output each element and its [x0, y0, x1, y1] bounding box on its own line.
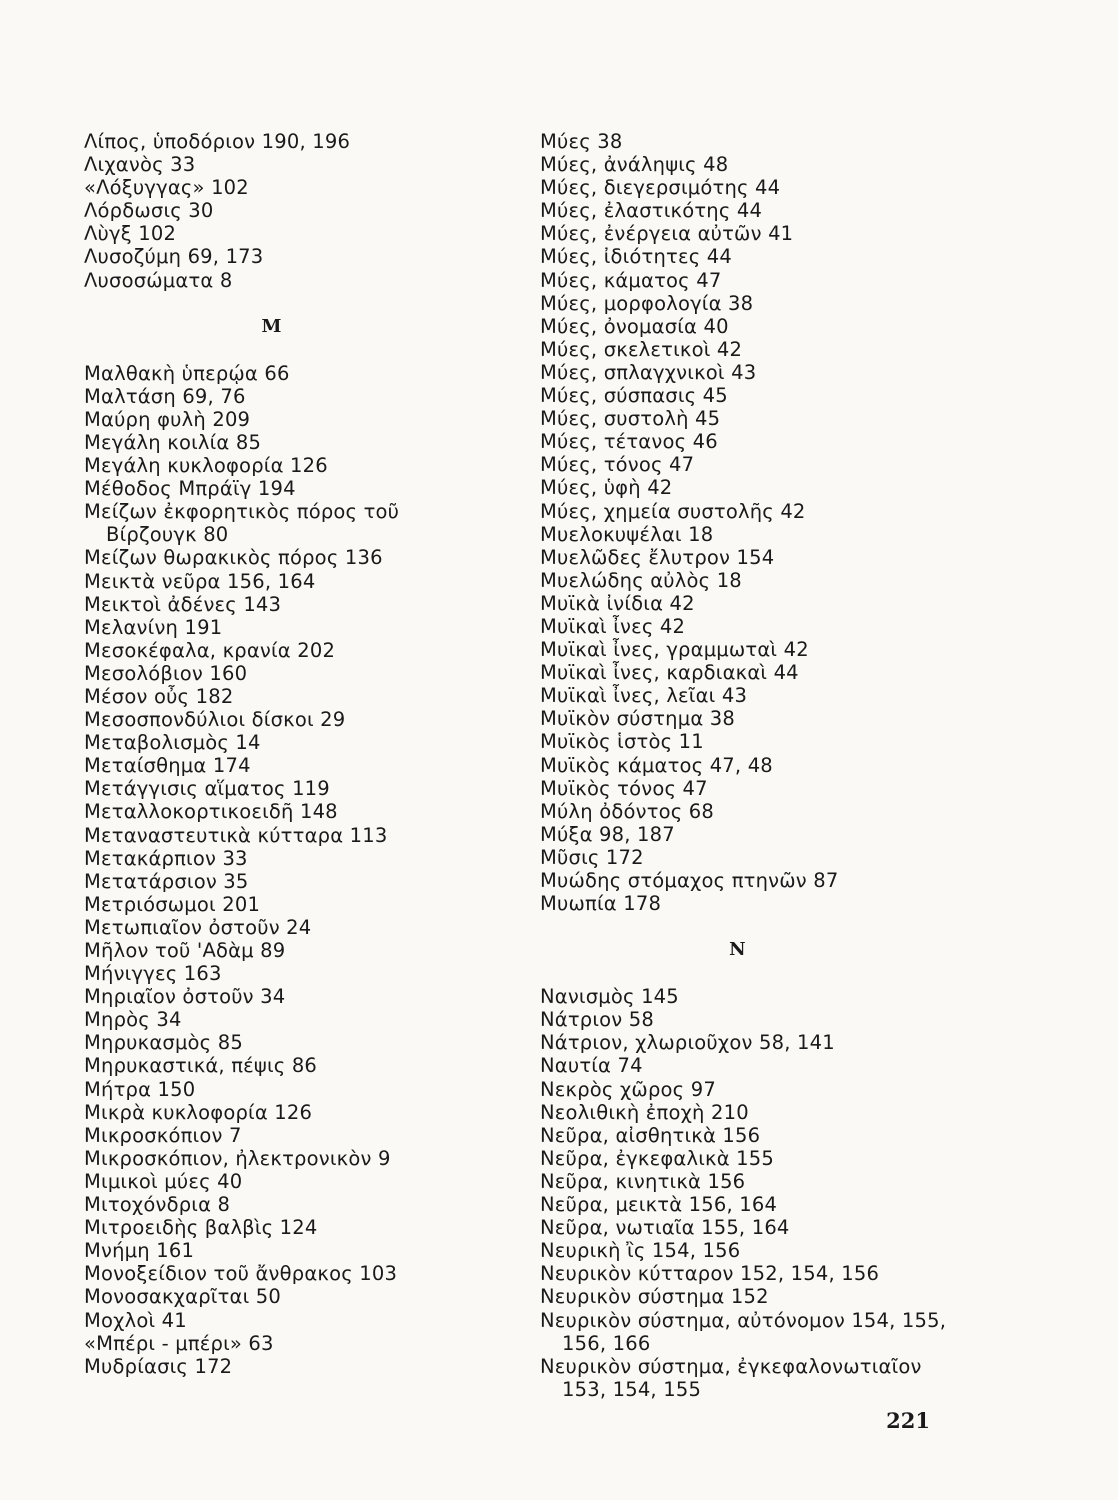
index-entry: Λιχανὸς 33 — [84, 153, 196, 177]
index-entry: Μελανίνη 191 — [84, 615, 223, 639]
index-entry: Νεῦρα, νωτιαῖα 155, 164 — [540, 1216, 790, 1240]
index-entry: Μύες, τόνος 47 — [540, 453, 695, 477]
index-entry: Μυϊκὸς ἱστὸς 11 — [540, 730, 704, 754]
index-entry: Μύες, μορφολογία 38 — [540, 291, 754, 315]
index-entry: Μικροσκόπιον 7 — [84, 1123, 242, 1147]
index-entry: Νεῦρα, κινητικὰ 156 — [540, 1169, 746, 1193]
index-entry: Μνήμη 161 — [84, 1239, 195, 1263]
index-entry: Μύες, τέτανος 46 — [540, 430, 718, 454]
index-entry: Μεγάλη κοιλία 85 — [84, 430, 262, 454]
index-entry: Μικροσκόπιον, ἠλεκτρονικὸν 9 — [84, 1146, 391, 1170]
index-entry: Μυϊκὸς κάματος 47, 48 — [540, 753, 773, 777]
index-entry: Μεταίσθημα 174 — [84, 754, 251, 778]
index-entry: Μεσολόβιον 160 — [84, 661, 248, 685]
index-entry: Μῆλον τοῦ 'Αδὰμ 89 — [84, 939, 286, 962]
index-entry: Μυελοκυψέλαι 18 — [540, 522, 714, 546]
index-entry: Μετριόσωμοι 201 — [84, 892, 261, 916]
index-entry: Νευρικὸν κύτταρον 152, 154, 156 — [540, 1262, 880, 1286]
index-entry: Νεῦρα, ἐγκεφαλικὰ 155 — [540, 1146, 774, 1170]
index-entry: Μήνιγγες 163 — [84, 962, 222, 986]
index-entry: Μιτροειδὴς βαλβὶς 124 — [84, 1216, 318, 1240]
letter-heading-m: M — [261, 315, 282, 337]
index-entry: «Λόξυγγας» 102 — [84, 176, 249, 200]
index-entry: Μυϊκαὶ ἶνες, καρδιακαὶ 44 — [540, 661, 799, 685]
index-entry: Μυϊκαὶ ἶνες 42 — [540, 614, 686, 638]
index-entry: Μαλθακὴ ὑπερῴα 66 — [84, 361, 290, 385]
index-entry: Νευρικὸν σύστημα 152 — [540, 1285, 769, 1309]
index-entry: Νάτριον 58 — [540, 1008, 654, 1032]
index-entry: Μυελώδης αὐλὸς 18 — [540, 568, 742, 592]
index-entry: Μυϊκὰ ἰνίδια 42 — [540, 591, 695, 615]
index-entry: Μεταβολισμὸς 14 — [84, 731, 261, 755]
entries-group-m-continued — [540, 130, 950, 915]
index-entry: Μύες, κάματος 47 — [540, 268, 722, 292]
index-entry: Μηριαῖον ὀστοῦν 34 — [84, 985, 286, 1009]
index-entry: Μηρυκαστικά, πέψις 86 — [84, 1054, 318, 1078]
entries-group-n — [540, 985, 950, 1401]
index-entry: Μεταλλοκορτικοειδῆ 148 — [84, 800, 338, 824]
index-entry: Μεταναστευτικὰ κύτταρα 113 — [84, 823, 388, 847]
index-entry: Μεσοσπονδύλιοι δίσκοι 29 — [84, 708, 346, 732]
index-entry: Μείζων ἐκφορητικὸς πόρος τοῦ Βίρζουγκ 80 — [84, 500, 400, 547]
index-entry: Μηρὸς 34 — [84, 1008, 182, 1032]
index-entry: Μυϊκὸς τόνος 47 — [540, 776, 708, 800]
index-entry: Μύες, ἰδιότητες 44 — [540, 245, 732, 269]
index-entry: Μύες, σπλαγχνικοὶ 43 — [540, 360, 757, 384]
index-entry: Μεσοκέφαλα, κρανία 202 — [84, 638, 336, 662]
index-entry: Μηρυκασμὸς 85 — [84, 1031, 243, 1055]
index-entry: Μέσον οὖς 182 — [84, 684, 234, 708]
index-entry: Μύες, χημεία συστολῆς 42 — [540, 499, 806, 523]
index-entry: Μύες, ἐνέργεια αὐτῶν 41 — [540, 222, 794, 246]
index-entry: Μετάγγισις αἵματος 119 — [84, 777, 330, 801]
index-entry: «Μπέρι - μπέρι» 63 — [84, 1331, 274, 1355]
index-entry: Μαύρη φυλὴ 209 — [84, 407, 251, 431]
index-entry: Μυδρίασις 172 — [84, 1354, 233, 1378]
index-entry: Νεολιθικὴ ἐποχὴ 210 — [540, 1100, 749, 1124]
index-entry: Μαλτάση 69, 76 — [84, 384, 246, 408]
index-entry: Μικρὰ κυκλοφορία 126 — [84, 1100, 313, 1124]
index-entry: Μετωπιαῖον ὀστοῦν 24 — [84, 915, 312, 939]
index-entry: Μύες, σύσπασις 45 — [540, 384, 728, 408]
index-column-left — [84, 130, 494, 1378]
index-entry: Μυώδης στόμαχος πτηνῶν 87 — [540, 869, 839, 892]
index-entry: Νευρικὸν σύστημα, αὐτόνομον 154, 155, 156, 166 — [540, 1308, 947, 1355]
index-entry: Νεῦρα, μεικτὰ 156, 164 — [540, 1193, 778, 1217]
index-entry: Μυωπία 178 — [540, 892, 662, 916]
index-entry: Μήτρα 150 — [84, 1077, 196, 1101]
index-entry: Μυϊκαὶ ἶνες, γραμμωταὶ 42 — [540, 638, 809, 662]
index-entry: Μυϊκαὶ ἶνες, λεῖαι 43 — [540, 684, 748, 708]
index-entry: Μιμικοὶ μύες 40 — [84, 1169, 243, 1193]
index-entry: Λυσοσώματα 8 — [84, 268, 233, 292]
index-column-right — [540, 130, 950, 1401]
index-entry: Νεκρὸς χῶρος 97 — [540, 1077, 716, 1101]
index-entry: Μύες 38 — [540, 130, 623, 153]
index-entry: Μέθοδος Μπράϊγ 194 — [84, 477, 296, 501]
index-entry: Μύλη ὀδόντος 68 — [540, 799, 715, 823]
index-entry: Μεγάλη κυκλοφορία 126 — [84, 454, 328, 478]
index-entry: Μύες, συστολὴ 45 — [540, 407, 721, 431]
index-entry: Μυϊκὸν σύστημα 38 — [540, 707, 735, 731]
page-number: 221 — [886, 1408, 930, 1433]
index-entry: Μῦσις 172 — [540, 845, 644, 869]
index-entry: Μυελῶδες ἔλυτρον 154 — [540, 545, 775, 569]
index-entry: Μύες, ἐλαστικότης 44 — [540, 199, 763, 223]
index-entry: Μύες, διεγερσιμότης 44 — [540, 176, 781, 200]
index-entry: Νευρικὸν σύστημα, ἐγκεφαλονωτιαῖον 153, 154, 155 — [540, 1354, 922, 1401]
index-entry: Μύξα 98, 187 — [540, 822, 675, 846]
index-entry: Νάτριον, χλωριοῦχον 58, 141 — [540, 1031, 835, 1055]
index-entry: Μετακάρπιον 33 — [84, 846, 248, 870]
index-entry: Μεικτὰ νεῦρα 156, 164 — [84, 569, 316, 593]
index-entry: Λυσοζύμη 69, 173 — [84, 245, 264, 269]
index-entry: Νεῦρα, αἰσθητικὰ 156 — [540, 1123, 761, 1147]
index-entry: Μονοσακχαρῖται 50 — [84, 1285, 281, 1309]
index-entry: Μοχλοὶ 41 — [84, 1308, 187, 1332]
index-entry: Λὺγξ 102 — [84, 222, 177, 246]
entries-group-l — [84, 130, 494, 292]
index-entry: Μιτοχόνδρια 8 — [84, 1193, 231, 1217]
letter-heading-n: N — [729, 939, 746, 961]
index-entry: Μύες, ὑφὴ 42 — [540, 476, 673, 500]
index-entry: Νευρικὴ ἲς 154, 156 — [540, 1239, 741, 1263]
index-entry: Νανισμὸς 145 — [540, 985, 679, 1009]
index-entry: Μύες, ἀνάληψις 48 — [540, 153, 729, 177]
index-entry: Μεικτοὶ ἀδένες 143 — [84, 592, 282, 616]
index-entry: Μείζων θωρακικὸς πόρος 136 — [84, 546, 383, 570]
index-entry: Μετατάρσιον 35 — [84, 869, 249, 893]
index-entry: Μύες, ὀνομασία 40 — [540, 314, 729, 338]
index-entry: Μονοξείδιον τοῦ ἄνθρακος 103 — [84, 1262, 398, 1286]
index-entry: Λόρδωσις 30 — [84, 199, 214, 223]
index-entry: Μύες, σκελετικοὶ 42 — [540, 337, 743, 361]
index-entry: Ναυτία 74 — [540, 1054, 643, 1078]
index-entry: Λίπος, ὑποδόριον 190, 196 — [84, 130, 351, 153]
entries-group-m — [84, 362, 494, 1378]
